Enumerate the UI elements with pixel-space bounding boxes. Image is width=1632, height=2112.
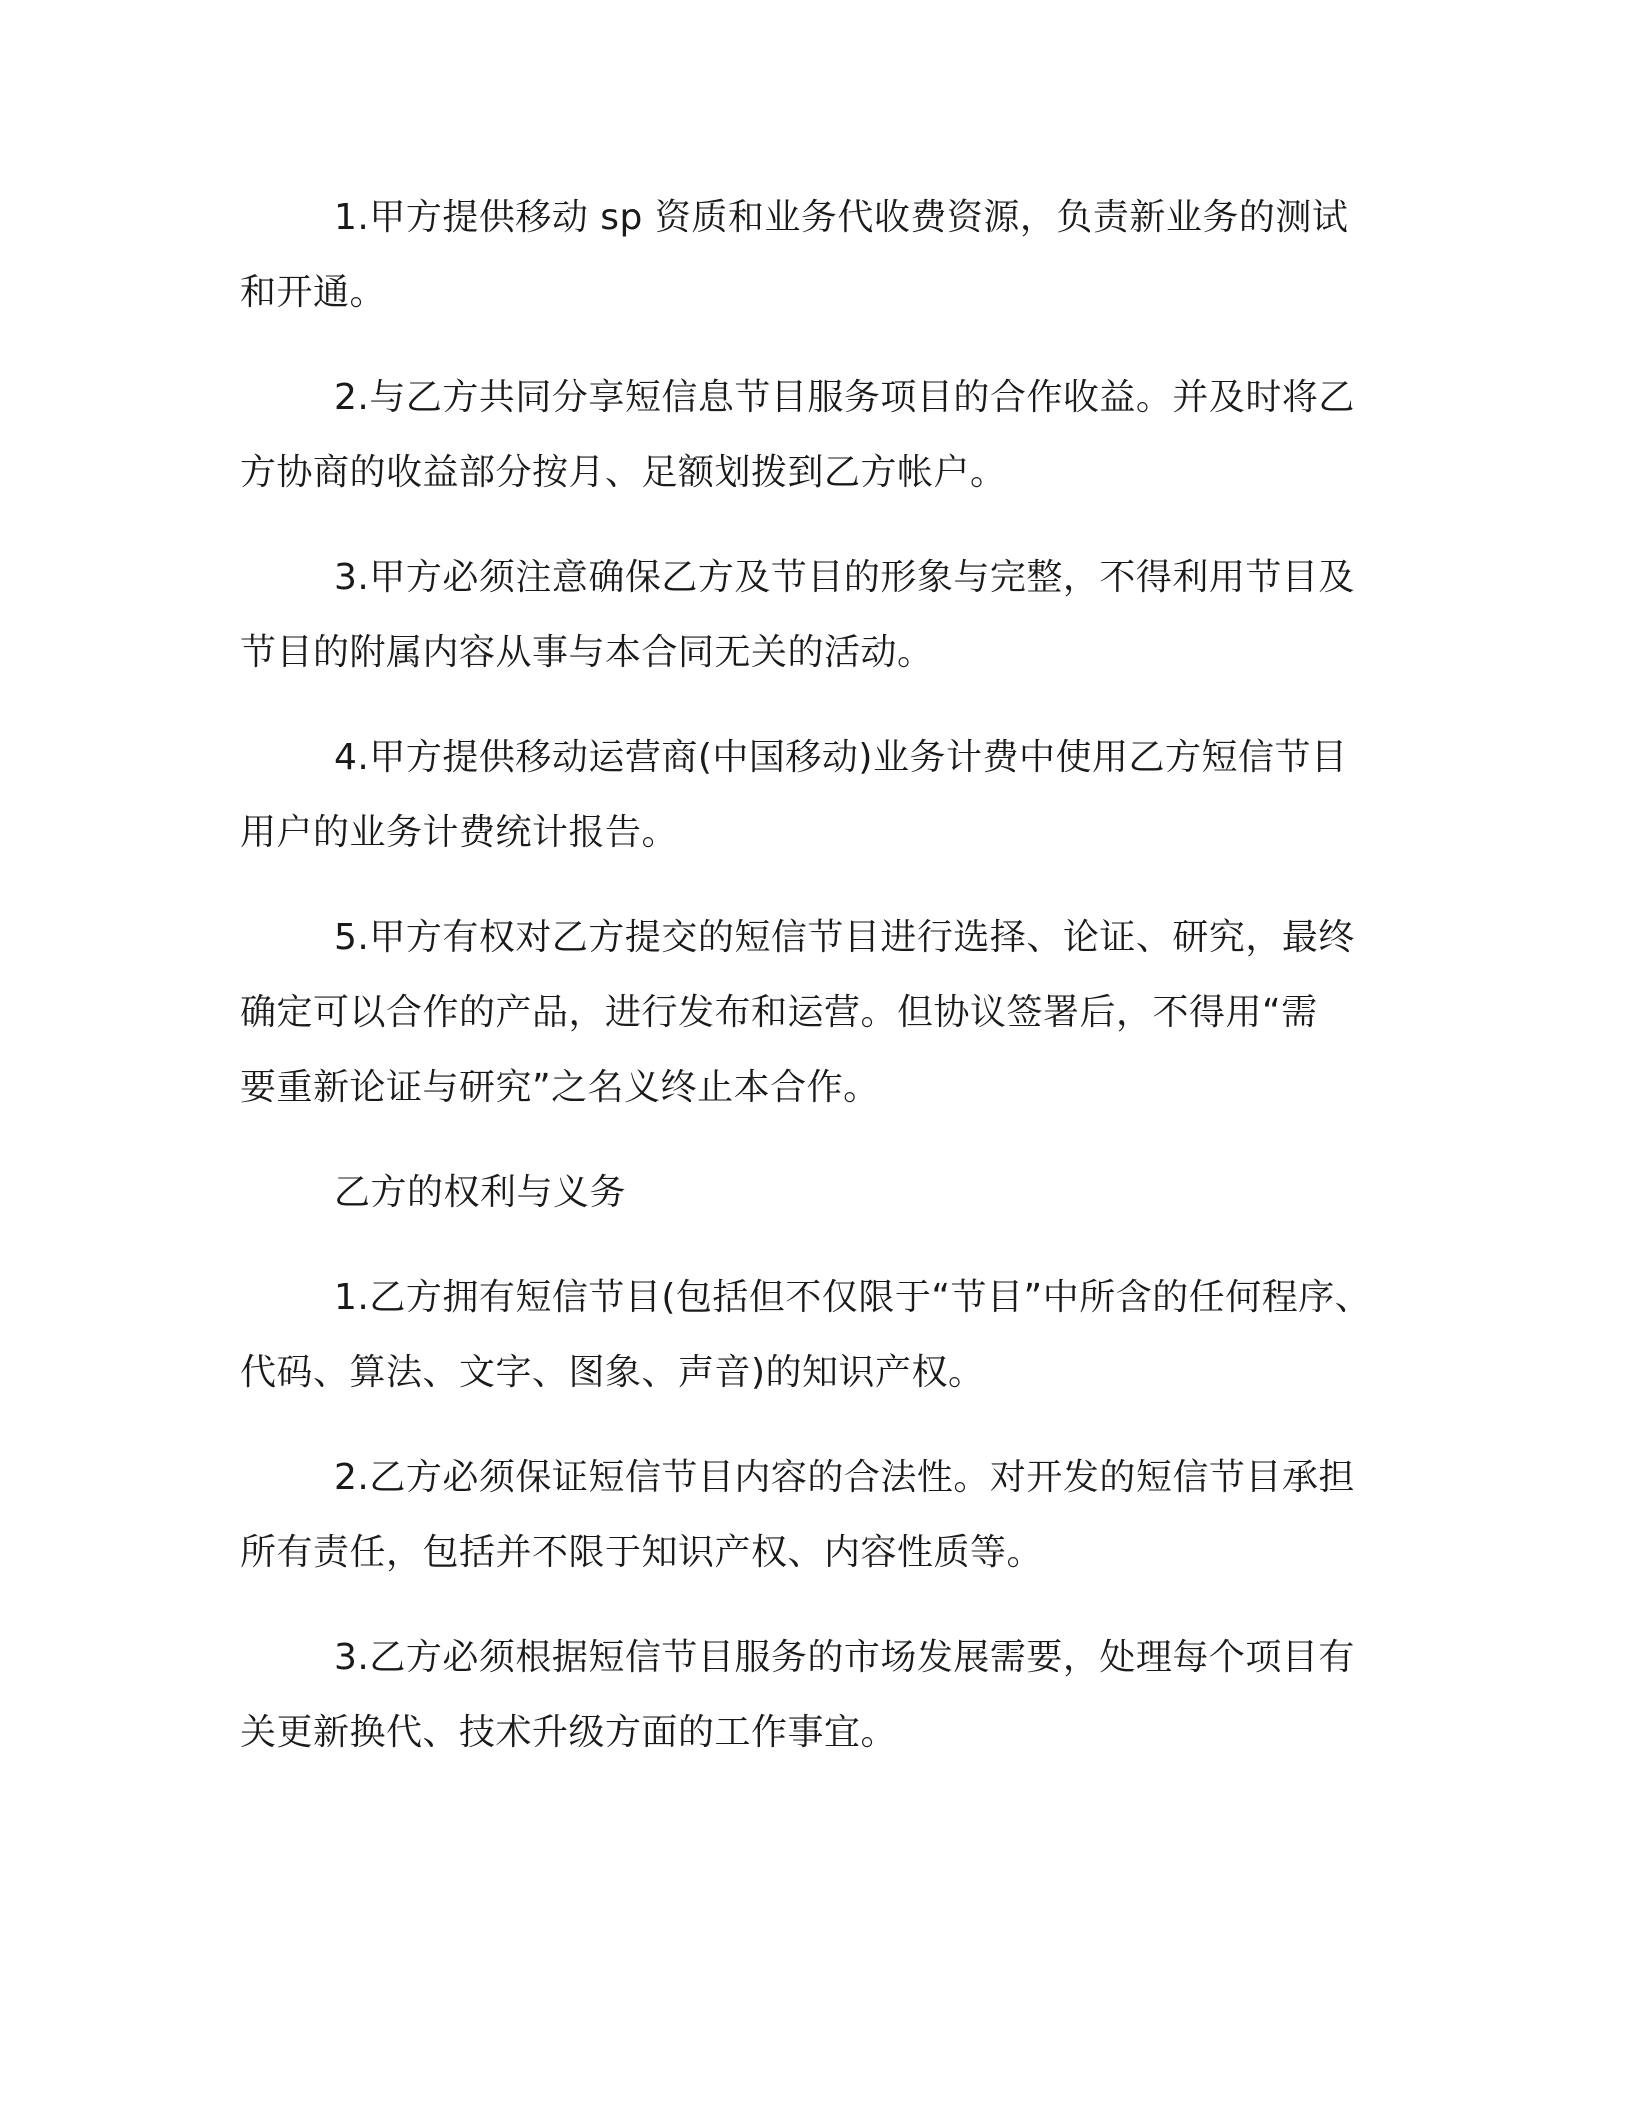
party-b-item-1-line-2: 代码、算法、文字、图象、声音)的知识产权。 [240,1352,985,1393]
party-a-item-1-line-2: 和开通。 [240,272,387,313]
party-a-item-5-line-1: 5.甲方有权对乙方提交的短信节目进行选择、论证、研究，最终 [334,917,1355,958]
party-b-item-2-line-1: 2.乙方必须保证短信节目内容的合法性。对开发的短信节目承担 [334,1457,1355,1498]
party-a-item-5-line-3: 要重新论证与研究”之名义终止本合作。 [240,1067,880,1108]
party-a-item-2-line-2: 方协商的收益部分按月、足额划拨到乙方帐户。 [240,452,1007,493]
party-b-item-1-line-1: 1.乙方拥有短信节目(包括但不仅限于“节目”中所含的任何程序、 [334,1277,1372,1318]
party-a-item-4-line-1: 4.甲方提供移动运营商(中国移动)业务计费中使用乙方短信节目 [334,737,1348,778]
party-b-item-3-line-1: 3.乙方必须根据短信节目服务的市场发展需要，处理每个项目有 [334,1637,1355,1678]
party-a-item-3-line-2: 节目的附属内容从事与本合同无关的活动。 [240,632,934,673]
party-b-item-3-line-2: 关更新换代、技术升级方面的工作事宜。 [240,1712,898,1753]
party-a-item-1-line-1: 1.甲方提供移动 sp 资质和业务代收费资源，负责新业务的测试 [334,197,1349,238]
party-a-item-5-line-2: 确定可以合作的产品，进行发布和运营。但协议签署后，不得用“需 [240,992,1318,1033]
party-a-item-2-line-1: 2.与乙方共同分享短信息节目服务项目的合作收益。并及时将乙 [334,377,1355,418]
party-a-item-3-line-1: 3.甲方必须注意确保乙方及节目的形象与完整，不得利用节目及 [334,557,1355,598]
section-heading: 乙方的权利与义务 [334,1172,627,1213]
party-b-item-2-line-2: 所有责任，包括并不限于知识产权、内容性质等。 [240,1532,1044,1573]
party-a-item-4-line-2: 用户的业务计费统计报告。 [240,812,679,853]
